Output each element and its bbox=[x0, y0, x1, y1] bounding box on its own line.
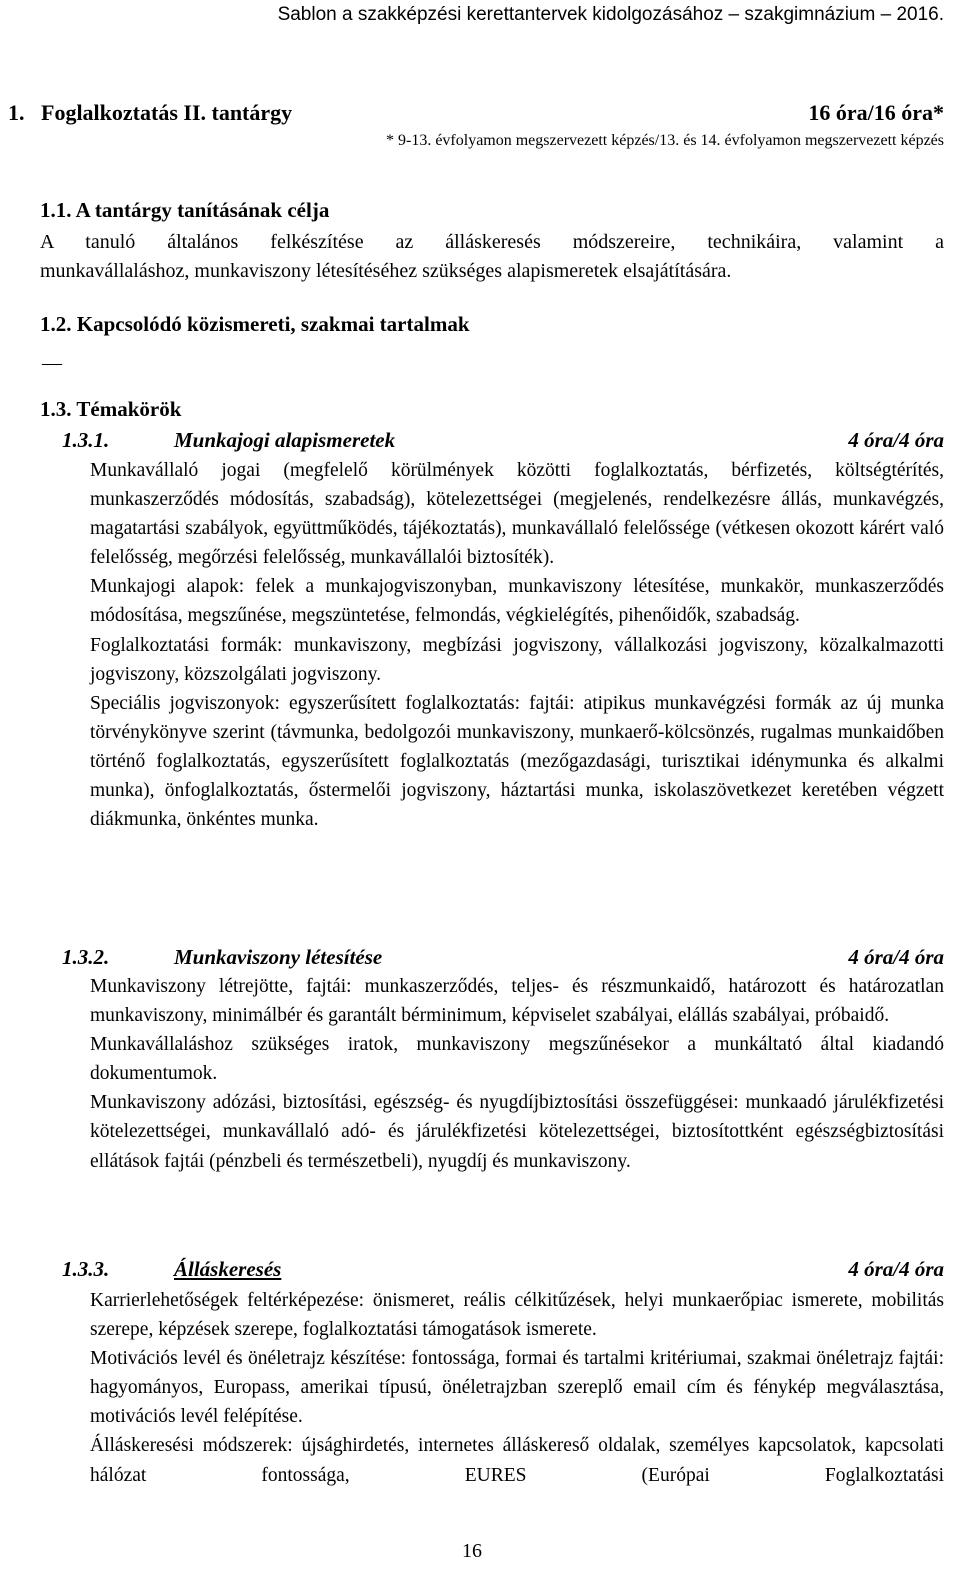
page-number: 16 bbox=[462, 1540, 482, 1562]
topic-hours: 4 óra/4 óra bbox=[848, 1257, 944, 1281]
topic-hours: 4 óra/4 óra bbox=[848, 428, 944, 452]
topic-paragraph: Foglalkoztatási formák: munkaviszony, megbízási jogviszony, vállalkozási jogviszony, közalkalmazotti jogviszony, közszolgálati jogviszony. bbox=[90, 634, 944, 685]
topic-title: Munkaviszony létesítése bbox=[174, 945, 383, 969]
topic-paragraph: Munkavállaláshoz szükséges iratok, munkaviszony megszűnésekor a munkáltató által kiadandó dokumentumok. bbox=[90, 1034, 944, 1085]
section-goal-line: munkavállaláshoz, munkaviszony létesítéséhez szükséges alapismeretek elsajátítására. bbox=[40, 260, 732, 282]
subject-hours: 16 óra/16 óra* bbox=[808, 100, 944, 125]
topic-number: 1.3.3. bbox=[62, 1257, 110, 1281]
topic-paragraph: Munkaviszony létrejötte, fajtái: munkaszerződés, teljes- és részmunkaidő, határozott és határozatlan munkaviszony, minimálbér és garantált bérminimum, képviselet szabályai, elállás szabályai, próbaidő. bbox=[90, 976, 944, 1027]
topic-number: 1.3.2. bbox=[62, 945, 110, 969]
page-header: Sablon a szakképzési kerettantervek kidolgozásához – szakgimnázium – 2016. bbox=[277, 4, 944, 25]
section-related-heading: 1.2. Kapcsolódó közismereti, szakmai tartalmak bbox=[40, 312, 470, 336]
topic-heading bbox=[62, 1257, 944, 1282]
topic-body bbox=[90, 456, 944, 834]
topic-paragraph: Álláskeresési módszerek: újsághirdetés, internetes álláskereső oldalak, személyes kapcsolatok, kapcsolati hálózat fontossága, EURES (Európai Foglalkoztatási bbox=[90, 1435, 944, 1486]
topic-paragraph: Motivációs levél és önéletrajz készítése: fontossága, formai és tartalmi kritériumai, szakmai önéletrajz fajtái: hagyományos, Europass, amerikai típusú, önéletrajzban szereplő email cím és fénykép megválasztása, motivációs levél felépítése. bbox=[90, 1348, 944, 1428]
subject-hours-note: * 9-13. évfolyamon megszervezett képzés/13. és 14. évfolyamon megszervezett képzés bbox=[385, 132, 944, 149]
topic-paragraph: Karrierlehetőségek feltérképezése: önismeret, reális célkitűzések, helyi munkaerőpiac ismerete, mobilitás szerepe, képzések szerepe, foglalkoztatási támogatások ismerete. bbox=[90, 1290, 944, 1341]
topic-number: 1.3.1. bbox=[62, 428, 110, 452]
section-goal-heading: 1.1. A tantárgy tanításának célja bbox=[40, 198, 330, 222]
topic-paragraph: Munkavállaló jogai (megfelelő körülmények közötti foglalkoztatás, bérfizetés, költségtérítés, munkaszerződés módosítás, szabadság), kötelezettségei (megjelenés, rendelkezésre állás, munkavégzés, magatartási szabályok, együttműködés, tájékoztatás), munkavállaló felelőssége (vétkesen okozott kárért való felelősség, megőrzési felelősség, munkavállalói biztosíték). bbox=[90, 460, 944, 569]
section-goal-line: A tanuló általános felkészítése az álláskeresés módszereire, technikáira, valamint a bbox=[40, 231, 944, 253]
subject-title: 1. Foglalkoztatás II. tantárgy bbox=[8, 100, 293, 125]
topic-paragraph: Speciális jogviszonyok: egyszerűsített foglalkoztatás: fajtái: atipikus munkavégzési formák az új munka törvénykönyve szerint (távmunka, bedolgozói munkaviszony, munkaerő-kölcsönzés, rugalmas munkaidőben történő foglalkoztatás, egyszerűsített foglalkoztatás (mezőgazdasági, turisztikai idénymunka és alkalmi munka), önfoglalkoztatás, őstermelői jogviszony, háztartási munka, iskolaszövetkezet keretében végzett diákmunka, önkéntes munka. bbox=[90, 692, 944, 831]
topic-heading bbox=[62, 428, 944, 453]
section-related-content: — bbox=[42, 352, 62, 374]
topic-title: Munkajogi alapismeretek bbox=[174, 428, 396, 452]
topic-body bbox=[90, 1286, 944, 1490]
topic-paragraph: Munkajogi alapok: felek a munkajogviszonyban, munkaviszony létesítése, munkakör, munkaszerződés módosítása, megszűnése, megszüntetése, felmondás, végkielégítés, pihenőidők, szabadság. bbox=[90, 576, 944, 627]
subject-title-row bbox=[8, 100, 944, 126]
topic-title: Álláskeresés bbox=[174, 1257, 282, 1281]
topic-hours: 4 óra/4 óra bbox=[848, 945, 944, 969]
section-topics-heading: 1.3. Témakörök bbox=[40, 397, 182, 421]
topic-body bbox=[90, 972, 944, 1176]
topic-heading bbox=[62, 945, 944, 970]
topic-paragraph: Munkaviszony adózási, biztosítási, egészség- és nyugdíjbiztosítási összefüggései: munkaadó járulékfizetési kötelezettségei, munkavállaló adó- és járulékfizetési kötelezettségei, biztosítottként egészségbiztosítási ellátások fajtái (pénzbeli és természetbeli), nyugdíj és munkaviszony. bbox=[90, 1092, 944, 1172]
